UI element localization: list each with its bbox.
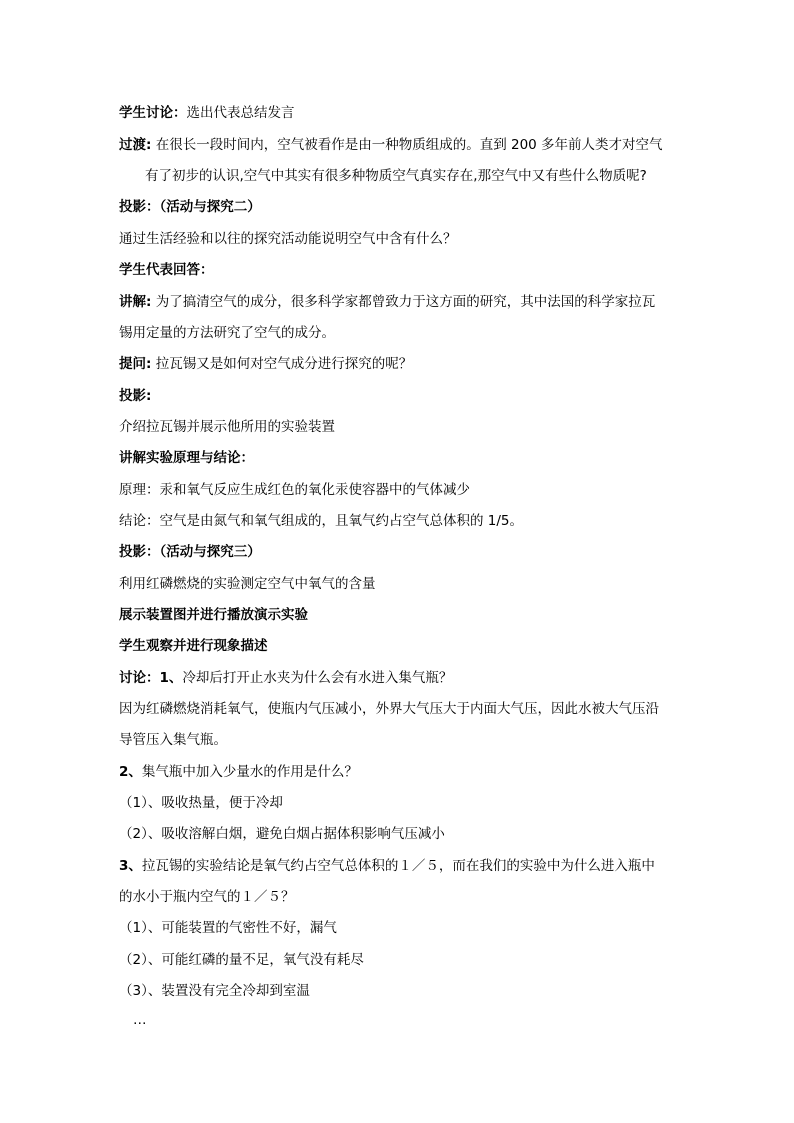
line-text: 导管压入集气瓶。 (119, 732, 227, 748)
line-text: 通过生活经验和以往的探究活动能说明空气中含有什么？ (119, 231, 457, 247)
line-text: 的水小于瓶内空气的１／５？ (119, 889, 295, 905)
answer-line-cont (119, 731, 699, 749)
list-item (119, 919, 699, 937)
projection-heading-2 (119, 198, 699, 216)
discussion-q1 (119, 669, 699, 687)
paragraph-line (119, 230, 699, 248)
list-item (119, 982, 699, 1000)
line-text: （3）、装置没有完全冷却到室温 (119, 983, 310, 999)
explain-line (119, 293, 699, 311)
line-text: 拉瓦锡的实验结论是氧气约占空气总体积的１／５，而在我们的实验中为什么进入瓶中 (141, 858, 655, 874)
conclusion-line (119, 512, 699, 530)
line-label: 投影: (119, 388, 152, 404)
discussion-q2 (119, 763, 699, 781)
line-text: 因为红磷燃烧消耗氧气，使瓶内气压减小，外界大气压大于内面大气压，因此水被大气压沿 (119, 701, 659, 717)
transition-line (119, 136, 699, 154)
line-text: 结论：空气是由氮气和氧气组成的，且氧气约占空气总体积的 1/5。 (119, 513, 524, 529)
line-text: （2）、可能红磷的量不足，氧气没有耗尽 (119, 952, 364, 968)
line-label: 投影：（活动与探究三） (119, 544, 261, 560)
line-label: 提问: (119, 356, 152, 372)
principle-heading (119, 449, 699, 467)
demo-heading (119, 606, 699, 624)
line-label: 投影：（活动与探究二） (119, 199, 261, 215)
explain-line-cont (119, 324, 699, 342)
line-text: 锡用定量的方法研究了空气的成分。 (119, 325, 335, 341)
line-text: 在很长一段时间内，空气被看作是由一种物质组成的。直到 200 多年前人类才对空气 (151, 137, 663, 153)
line-text: … (133, 1012, 147, 1028)
paragraph-line (119, 575, 699, 593)
answer-line (119, 700, 699, 718)
line-label: 展示装置图并进行播放演示实验 (119, 607, 308, 623)
line-text: 集气瓶中加入少量水的作用是什么？ (141, 764, 358, 780)
principle-line (119, 481, 699, 499)
line-label: 讨论：1、 (119, 670, 183, 686)
student-answer-heading (119, 261, 699, 279)
discussion-line (119, 104, 699, 122)
line-label: 学生代表回答： (119, 262, 214, 278)
line-text: 选出代表总结发言 (186, 105, 295, 121)
line-text: 有了初步的认识,空气中其实有很多种物质空气真实存在,那空气中又有些什么物质呢? (145, 168, 647, 184)
line-label: 学生讨论： (119, 105, 187, 121)
discussion-q3 (119, 857, 699, 875)
line-label: 3、 (119, 858, 142, 874)
list-item (119, 825, 699, 843)
line-text: （2）、吸收溶解白烟，避免白烟占据体积影响气压减小 (119, 826, 445, 842)
discussion-q3-cont (119, 888, 699, 906)
observe-heading (119, 637, 699, 655)
paragraph-line (119, 418, 699, 436)
line-text: 利用红磷燃烧的实验测定空气中氧气的含量 (119, 576, 376, 592)
line-text: （1）、可能装置的气密性不好，漏气 (119, 920, 337, 936)
line-label: 2、 (119, 764, 142, 780)
question-line (119, 355, 699, 373)
line-label: 讲解实验原理与结论： (119, 450, 254, 466)
line-label: 学生观察并进行现象描述 (119, 638, 268, 654)
line-label: 过渡: (119, 137, 152, 153)
projection-heading-3 (119, 543, 699, 561)
line-text: 拉瓦锡又是如何对空气成分进行探究的呢？ (151, 356, 413, 372)
line-text: 冷却后打开止水夹为什么会有水进入集气瓶？ (182, 670, 453, 686)
list-item (119, 951, 699, 969)
line-text: 为了搞清空气的成分，很多科学家都曾致力于这方面的研究，其中法国的科学家拉瓦 (151, 294, 656, 310)
line-label: 讲解: (119, 294, 152, 310)
transition-line-cont (145, 167, 725, 185)
ellipsis (133, 1011, 713, 1029)
projection-heading (119, 387, 699, 405)
list-item (119, 794, 699, 812)
line-text: 介绍拉瓦锡并展示他所用的实验装置 (119, 419, 335, 435)
line-text: 原理：汞和氧气反应生成红色的氧化汞使容器中的气体减少 (119, 482, 470, 498)
line-text: （1）、吸收热量，便于冷却 (119, 795, 283, 811)
